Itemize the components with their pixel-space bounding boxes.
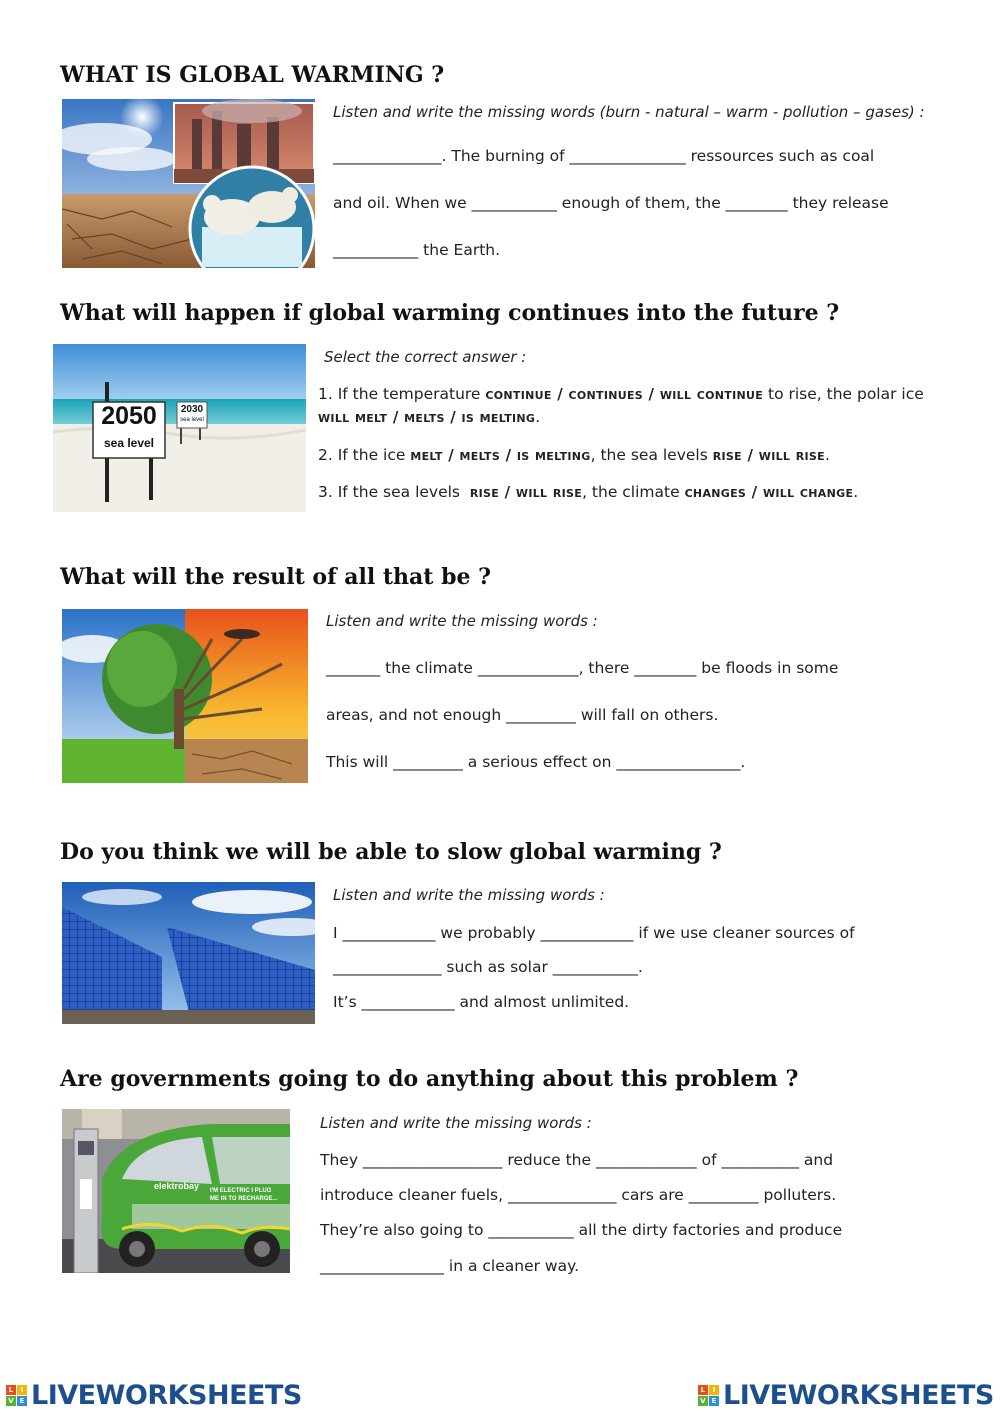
question-1-text: 1. If the temperature [318,385,486,403]
question-2-options-b[interactable]: rise / will rise [712,446,825,464]
climate-tree-image [62,609,308,783]
section-5-line-4[interactable]: ________________ in a cleaner way. [320,1257,579,1275]
logo-text-right: LIVEWORKSHEETS [723,1380,994,1411]
section-5-instruction: Listen and write the missing words : [320,1114,592,1132]
sea-level-sign-image [53,344,306,512]
section-3-line-1[interactable]: _______ the climate _____________, there ________ be floods in some [326,659,839,677]
sign-2050: 2050 [101,402,157,430]
question-2-text: 2. If the ice [318,446,411,464]
liveworksheets-logo-left[interactable] [6,1380,302,1411]
logo-blocks-icon [698,1385,719,1406]
section-3-line-2[interactable]: areas, and not enough _________ will fall on others. [326,706,719,724]
solar-panels-image [62,882,315,1024]
sign-2030-sub: sea level [180,417,204,423]
section-1-line-3[interactable]: ___________ the Earth. [333,241,501,259]
section-1-instruction: Listen and write the missing words (burn - natural – warm - pollution – gases) : [333,103,925,121]
logo-block-i: I [709,1385,719,1395]
section-4-line-2[interactable]: ______________ such as solar ___________. [333,958,643,976]
car-slogan-text: I'M ELECTRIC I PLUG ME IN TO RECHARGE... [210,1188,278,1202]
logo-blocks-icon [6,1385,27,1406]
question-1 [318,383,958,429]
logo-block-v: V [698,1396,708,1406]
logo-block-v: V [6,1396,16,1406]
question-1-options-a[interactable]: continue / continues / will continue [485,385,764,403]
logo-text-left: LIVEWORKSHEETS [31,1380,302,1411]
question-3-text-mid: , the climate [582,483,685,501]
logo-block-l: L [698,1385,708,1395]
sign-2030: 2030 [180,404,204,415]
section-1-line-2[interactable]: and oil. When we ___________ enough of them, the ________ they release [333,194,889,212]
question-3-options-b[interactable]: changes / will change [684,483,854,501]
question-2-text-mid: , the sea levels [590,446,713,464]
section-title-1: WHAT IS GLOBAL WARMING ? [60,62,445,88]
section-5-line-1[interactable]: They __________________ reduce the _____________ of __________ and [320,1151,834,1169]
electric-car-charging-image [62,1109,290,1273]
logo-block-l: L [6,1385,16,1395]
question-3-text: 3. If the sea levels [318,483,470,501]
section-title-2: What will happen if global warming continues into the future ? [60,300,840,326]
section-title-3: What will the result of all that be ? [60,564,491,590]
section-title-5: Are governments going to do anything about this problem ? [60,1066,799,1092]
section-5-line-2[interactable]: introduce cleaner fuels, ______________ cars are _________ polluters. [320,1186,837,1204]
section-5-line-3[interactable]: They’re also going to ___________ all the dirty factories and produce [320,1221,843,1239]
section-3-instruction: Listen and write the missing words : [326,612,598,630]
logo-block-e: E [17,1396,27,1406]
section-4-line-1[interactable]: I ____________ we probably ____________ if we use cleaner sources of [333,924,855,942]
section-4-line-3[interactable]: It’s ____________ and almost unlimited. [333,993,630,1011]
question-3-options-a[interactable]: rise / will rise [469,483,583,501]
logo-block-e: E [709,1396,719,1406]
section-1-line-1[interactable]: ______________. The burning of _______________ ressources such as coal [333,147,875,165]
question-2-options-a[interactable]: melt / melts / is melting [410,446,591,464]
global-warming-collage-image [62,99,315,268]
logo-block-i: I [17,1385,27,1395]
liveworksheets-logo-right[interactable] [698,1380,994,1411]
question-2 [318,444,958,467]
section-3-line-3[interactable]: This will _________ a serious effect on ________________. [326,753,746,771]
sign-2050-sub: sea level [103,436,155,450]
section-title-4: Do you think we will be able to slow global warming ? [60,839,722,865]
section-2-instruction: Select the correct answer : [324,348,527,366]
section-4-instruction: Listen and write the missing words : [333,886,605,904]
question-3 [318,481,958,504]
question-3-end: . [853,483,859,501]
question-1-end: . [535,408,541,426]
car-brand-text: elektrobay [154,1181,200,1191]
question-1-options-b[interactable]: will melt / melts / is melting [318,408,536,426]
question-2-end: . [824,446,830,464]
question-1-text-mid: to rise, the polar ice [763,385,924,403]
